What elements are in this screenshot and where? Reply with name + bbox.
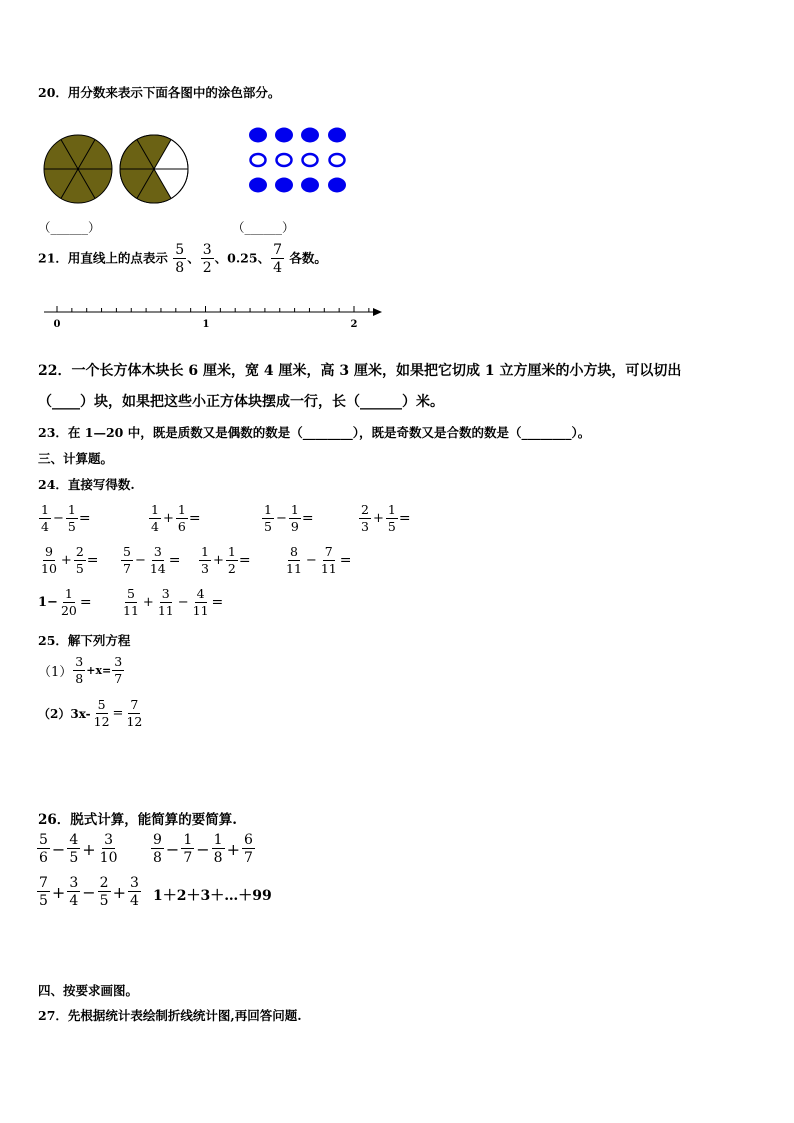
fraction: $\frac{3}{2}$ [202, 242, 212, 276]
q24-problem: $\frac{5}{11}$ + $\frac{3}{11}$ − $\frac{4}{11}$ = [123, 586, 224, 618]
q25-title: 25．解下列方程 [38, 633, 131, 648]
fraction: $\frac{1}{4}$ [41, 502, 49, 534]
fraction: $\frac{1}{5}$ [67, 502, 76, 534]
fraction: $\frac{1}{20}$ [60, 586, 77, 618]
tick-label-0: 0 [53, 319, 61, 330]
fraction: $\frac{3}{8}$ [75, 654, 84, 686]
q26-expression-3: $\frac{7}{5}$ + $\frac{3}{4}$ − $\frac{2}{5}$ + $\frac{3}{4}$ [39, 875, 139, 909]
section-4-heading: 四、按要求画图。 [38, 983, 139, 998]
fraction: $\frac{3}{7}$ [114, 654, 123, 686]
q26-expression-2: $\frac{9}{8}$ − $\frac{1}{7}$ − $\frac{1}{8}$ + $\frac{6}{7}$ [153, 832, 253, 866]
q23-text: 23．在 1—20 中，既是质数又是偶数的数是（________），既是奇数又是合数的数是（________）。 [38, 425, 591, 440]
shaded-circles-figure [40, 130, 200, 210]
q26-sum-expression: 1＋2＋3＋…＋99 [153, 888, 272, 904]
fraction: $\frac{5}{6}$ [39, 832, 48, 866]
fraction: $\frac{1}{8}$ [213, 832, 223, 866]
q24-problem: $\frac{9}{10}$ + $\frac{2}{5}$ = [41, 544, 99, 576]
fraction: $\frac{1}{5}$ [264, 502, 272, 534]
q21-prefix: 21．用直线上的点表示 [38, 250, 168, 266]
fraction: $\frac{3}{4}$ [129, 875, 139, 909]
fraction: $\frac{5}{12}$ [93, 697, 110, 729]
fraction: $\frac{1}{2}$ [227, 544, 236, 576]
fraction: $\frac{4}{11}$ [192, 586, 209, 618]
q20-blank-2[interactable]: （______） [232, 220, 295, 235]
q24-problem: $\frac{5}{7}$ − $\frac{3}{14}$ = [123, 544, 181, 576]
q24-problem: $\frac{1}{4}$ + $\frac{1}{6}$ = [151, 502, 201, 534]
q24-problem: $\frac{2}{3}$ + $\frac{1}{5}$ = [361, 502, 411, 534]
q21-text: 21．用直线上的点表示 $\frac{5}{8}$ 、 $\frac{3}{2}$ 、0.25、 $\frac{7}{4}$ 各数。 [38, 242, 327, 276]
fraction: $\frac{2}{5}$ [75, 544, 84, 576]
fraction: $\frac{3}{10}$ [99, 832, 118, 866]
fraction: $\frac{7}{4}$ [273, 242, 282, 276]
section-3-heading: 三、计算题。 [38, 451, 114, 466]
q20-blank-1[interactable]: （______） [38, 220, 101, 235]
fraction: $\frac{1}{6}$ [177, 502, 186, 534]
fraction: $\frac{1}{5}$ [387, 502, 396, 534]
fraction: $\frac{1}{3}$ [201, 544, 209, 576]
fraction: $\frac{2}{5}$ [99, 875, 109, 909]
q24-title: 24．直接写得数. [38, 477, 135, 492]
fraction: $\frac{1}{9}$ [290, 502, 299, 534]
tick-label-2: 2 [350, 319, 358, 330]
q24-problem: $\frac{1}{4}$ − $\frac{1}{5}$ = [41, 502, 91, 534]
q24-problem: 1− $\frac{1}{20}$ = [38, 586, 92, 618]
fraction: $\frac{3}{4}$ [69, 875, 79, 909]
dots-figure [244, 124, 364, 199]
fraction: $\frac{7}{12}$ [126, 697, 143, 729]
fraction: $\frac{6}{7}$ [243, 832, 253, 866]
q27-text: 27．先根据统计表绘制折线统计图,再回答问题. [38, 1008, 302, 1023]
fraction: $\frac{9}{10}$ [41, 544, 57, 576]
fraction: $\frac{1}{4}$ [151, 502, 159, 534]
q21-suffix: 各数。 [289, 250, 327, 266]
number-line [40, 300, 390, 330]
fraction: $\frac{5}{7}$ [123, 544, 131, 576]
fraction: $\frac{5}{8}$ [175, 242, 185, 276]
tick-label-1: 1 [202, 319, 210, 330]
q26-title: 26．脱式计算，能简算的要简算. [38, 812, 237, 828]
fraction: $\frac{7}{11}$ [320, 544, 337, 576]
q25-equation-2: （2）3x- $\frac{5}{12}$ = $\frac{7}{12}$ [38, 697, 143, 729]
fraction: $\frac{2}{3}$ [361, 502, 369, 534]
fraction: $\frac{3}{11}$ [157, 586, 174, 618]
fraction: $\frac{7}{5}$ [39, 875, 48, 909]
q22-line-2: （____）块，如果把这些小正方体块摆成一行，长（______）米。 [38, 394, 444, 410]
q24-problem: $\frac{1}{5}$ − $\frac{1}{9}$ = [264, 502, 314, 534]
fraction: $\frac{4}{5}$ [69, 832, 79, 866]
q26-expression-1: $\frac{5}{6}$ − $\frac{4}{5}$ + $\frac{3}{10}$ [39, 832, 118, 866]
q25-equation-1: （1） $\frac{3}{8}$ +x= $\frac{3}{7}$ [38, 654, 123, 686]
fraction: $\frac{9}{8}$ [153, 832, 162, 866]
q24-problem: $\frac{1}{3}$ + $\frac{1}{2}$ = [201, 544, 251, 576]
q22-line-1: 22．一个长方体木块长 6 厘米，宽 4 厘米，高 3 厘米，如果把它切成 1 立方厘米的小方块，可以切出 [38, 363, 682, 379]
q24-problem: $\frac{8}{11}$ − $\frac{7}{11}$ = [286, 544, 352, 576]
fraction: $\frac{8}{11}$ [286, 544, 302, 576]
fraction: $\frac{3}{14}$ [149, 544, 166, 576]
fraction: $\frac{1}{7}$ [183, 832, 193, 866]
q20-text: 20．用分数来表示下面各图中的涂色部分。 [38, 85, 281, 100]
fraction: $\frac{5}{11}$ [123, 586, 139, 618]
